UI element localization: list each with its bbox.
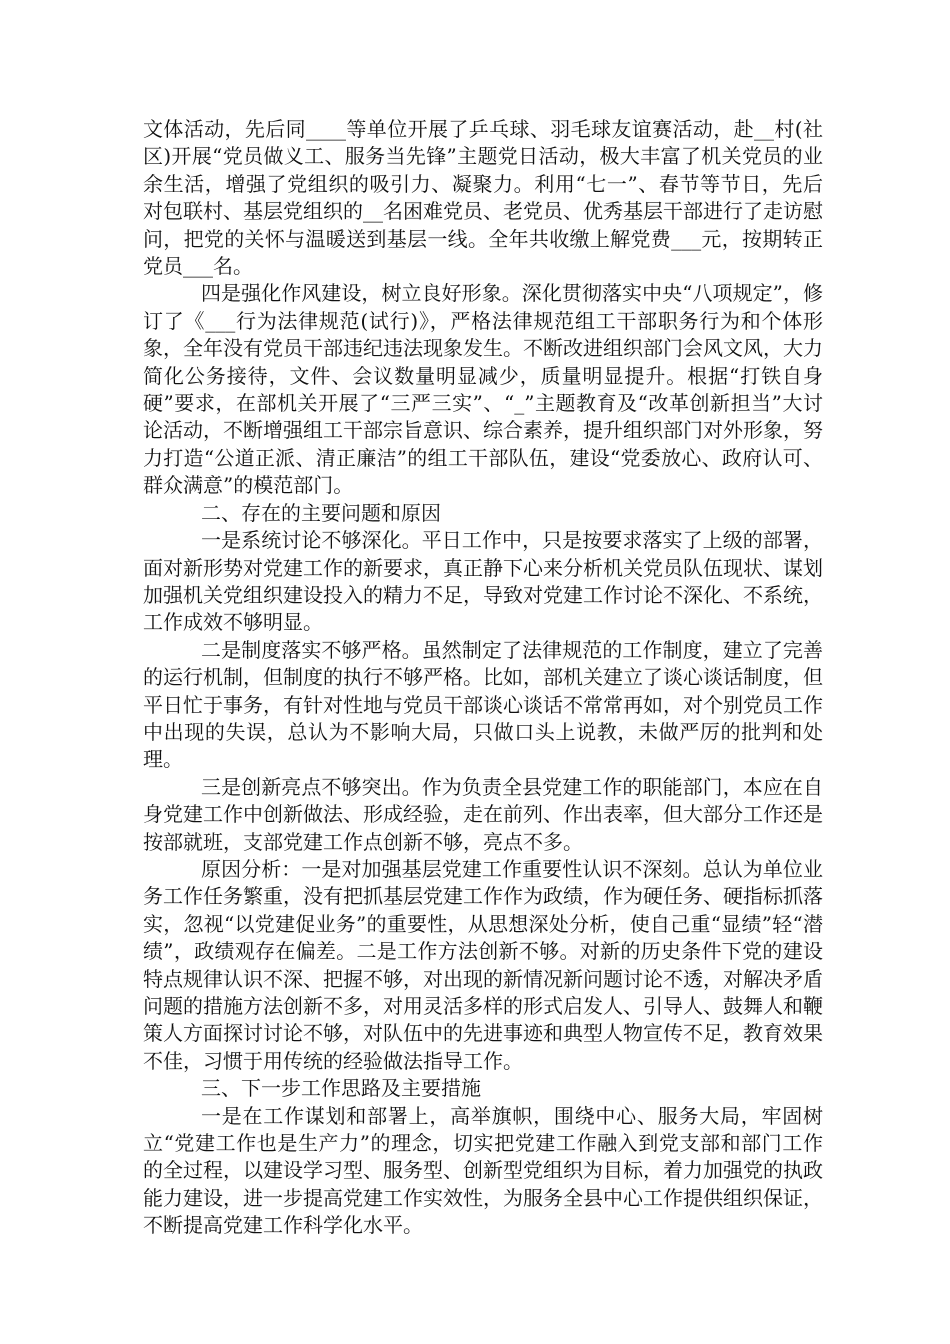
- paragraph-activities-continued: 文体活动，先后同____等单位开展了乒乓球、羽毛球友谊赛活动，赴__村(社区)开展“党员做义工、服务当先锋”主题党日活动，极大丰富了机关党员的业余生活，增强了党组织的吸引力、凝聚力。利用“七一”、春节等节日，先后对包联村、基层党组织的__名困难党员、老党员、优秀基层干部进行了走访慰问，把党的关怀与温暖送到基层一线。全年共收缴上解党费___元，按期转正党员___名。: [143, 117, 823, 279]
- section-heading-problems: 二、存在的主要问题和原因: [201, 500, 441, 525]
- paragraph-style-building: 四是强化作风建设，树立良好形象。深化贯彻落实中央“八项规定”，修订了《___行为法律规范(试行)》，严格法律规范组工干部职务行为和个体形象，全年没有党员干部违纪违法现象发生。不断改进组织部门会风文风，大力简化公务接待，文件、会议数量明显减少，质量明显提升。根据“打铁自身硬”要求，在部机关开展了“三严三实”、“_”主题教育及“改革创新担当”大讨论活动，不断增强组工干部宗旨意识、综合素养，提升组织部门对外形象，努力打造“公道正派、清正廉洁”的组工干部队伍，建设“党委放心、政府认可、群众满意”的模范部门。: [143, 281, 823, 498]
- paragraph-problem-innovation: 三是创新亮点不够突出。作为负责全县党建工作的职能部门，本应在自身党建工作中创新做法、形成经验，走在前列、作出表率，但大部分工作还是按部就班，支部党建工作点创新不够，亮点不多。: [143, 774, 823, 854]
- paragraph-problem-discussion: 一是系统讨论不够深化。平日工作中，只是按要求落实了上级的部署，面对新形势对党建工作的新要求，真正静下心来分析机关党员队伍现状、谋划加强机关党组织建设投入的精力不足，导致对党建工作讨论不深化、不系统，工作成效不够明显。: [143, 528, 823, 635]
- document-page: [143, 116, 823, 1240]
- paragraph-problem-system: 二是制度落实不够严格。虽然制定了法律规范的工作制度，建立了完善的运行机制，但制度的执行不够严格。比如，部机关建立了谈心谈话制度，但平日忙于事务，有针对性地与党员干部谈心谈话不常常再如，对个别党员工作中出现的失误，总认为不影响大局，只做口头上说教，未做严厉的批判和处理。: [143, 637, 823, 772]
- paragraph-cause-analysis: 原因分析：一是对加强基层党建工作重要性认识不深刻。总认为单位业务工作任务繁重，没有把抓基层党建工作作为政绩，作为硬任务、硬指标抓落实，忽视“以党建促业务”的重要性，从思想深处分析，使自己重“显绩”轻“潜绩”，政绩观存在偏差。二是工作方法创新不够。对新的历史条件下党的建设特点规律认识不深、把握不够，对出现的新情况新问题讨论不透，对解决矛盾问题的措施方法创新不多，对用灵活多样的形式启发人、引导人、鼓舞人和鞭策人方面探讨讨论不够，对队伍中的先进事迹和典型人物宣传不足，教育效果不佳，习惯于用传统的经验做法指导工作。: [143, 856, 823, 1073]
- paragraph-next-step-planning: 一是在工作谋划和部署上，高举旗帜，围绕中心、服务大局，牢固树立“党建工作也是生产力”的理念，切实把党建工作融入到党支部和部门工作的全过程，以建设学习型、服务型、创新型党组织为目标，着力加强党的执政能力建设，进一步提高党建工作实效性，为服务全县中心工作提供组织保证，不断提高党建工作科学化水平。: [143, 1103, 823, 1238]
- section-heading-next-steps: 三、下一步工作思路及主要措施: [201, 1076, 481, 1101]
